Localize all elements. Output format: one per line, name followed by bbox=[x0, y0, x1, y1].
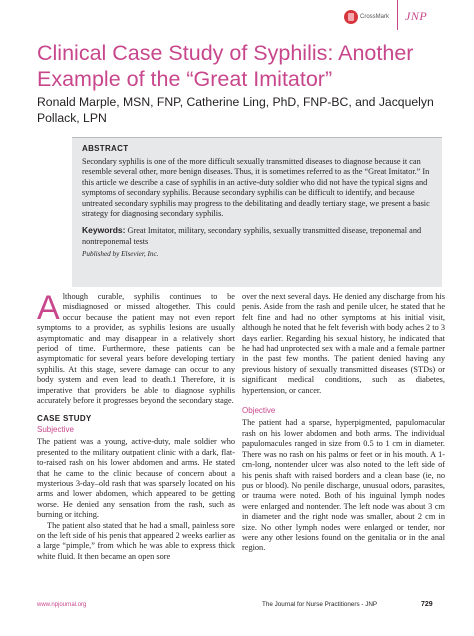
objective-paragraph: The patient had a sparse, hyperpigmented, papulomacular rash on his lower abdomen and both arms. The individual papulomacules ranged in size from 0.5 to 1 cm in diameter. There was no rash on his palms or feet or in his mouth. A 1-cm-long, nontender ulcer was also noted to the left side of his penis shaft with raised borders and a clean base (ie, no pus or blood). No penile discharge, unusual odors, parasites, or trauma were noted. Both of his inguinal lymph nodes were enlarged and nontender. The left node was about 3 cm in diameter and the right node was smaller, about 2 cm in size. No other lymph nodes were enlarged or tender, nor were any other lesions found on the genitalia or in the anal region. bbox=[242, 418, 445, 553]
body-column-left bbox=[37, 289, 235, 562]
abstract-box bbox=[72, 137, 442, 287]
subjective-paragraph-2: The patient also stated that he had a small, painless sore on the left side of his penis that appeared 2 weeks earlier as a large “pimple,” from which he was able to express thick white fluid. It then became an open sore bbox=[37, 520, 235, 561]
intro-paragraph bbox=[37, 289, 235, 406]
objective-heading: Objective bbox=[242, 406, 276, 416]
footer-url[interactable]: www.npjournal.org bbox=[37, 602, 87, 608]
body-column-right bbox=[242, 292, 445, 554]
journal-abbreviation: JNP bbox=[405, 9, 428, 23]
crossmark-badge[interactable] bbox=[344, 10, 389, 24]
page-number: 729 bbox=[421, 601, 433, 608]
keywords-label: Keywords: bbox=[82, 225, 126, 236]
header-bar bbox=[0, 0, 474, 30]
crossmark-label: CrossMark bbox=[360, 14, 390, 20]
keywords bbox=[82, 225, 432, 247]
subjective-paragraph-1: The patient was a young, active-duty, male soldier who presented to the military outpatient clinic with a dark, flat-to-raised rash on his lower abdomen and arms. He stated that he came to the clinic because of concern about a mysterious 3-day–old rash that was sparsely located on his arms and lower abdomen, which appeared to be getting worse. He denied any sensation from the rash, such as burning or itching. bbox=[37, 437, 235, 520]
history-paragraph: over the next several days. He denied any discharge from his penis. Aside from the rash and penile ulcer, he stated that he felt fine and had no other symptoms at his initial visit, although he noted that he felt feverish with body aches 2 to 3 days earlier. Regarding his sexual history, he indicated that he had had unprotected sex with a male and a female partner in the past few months. The patient denied having any previous history of sexually transmitted diseases (STDs) or significant medical conditions, such as diabetes, hypertension, or cancer. bbox=[242, 292, 445, 395]
article-authors: Ronald Marple, MSN, FNP, Catherine Ling, PhD, FNP-BC, and Jacquelyn Pollack, LPN bbox=[37, 95, 434, 125]
publisher-note: Published by Elsevier, Inc. bbox=[82, 250, 159, 259]
footer-journal-name: The Journal for Nurse Practitioners - JNP bbox=[262, 601, 378, 608]
keywords-text: Great Imitator, military, secondary syphilis, sexually transmitted disease, treponemal and nontreponemal tests bbox=[82, 226, 422, 246]
abstract-text: Secondary syphilis is one of the more difficult sexually transmitted diseases to diagnose because it can resemble several other, more benign diseases. Thus, it is sometimes referred to as the “Great Imitator.” In this article we describe a case of syphilis in an active-duty soldier who did not have the typical signs and symptoms of secondary syphilis. Because secondary syphilis can be difficult to identify, and because untreated secondary syphilis may progress to the debilitating and deadly tertiary stage, we present a basic strategy for diagnosing secondary syphilis. bbox=[82, 157, 430, 219]
intro-text: lthough curable, syphilis continues to be misdiagnosed or missed altogether. This could occur because the patient may not even report symptoms to a provider, as syphilis lesions are usually asymptomatic and may disappear in a relatively short period of time. Furthermore, these patients can be asymptomatic for several years before developing tertiary syphilis. At this stage, severe damage can occur to any body system and even lead to death.1 Therefore, it is imperative that providers be able to diagnose syphilis accurately before it progresses beyond the secondary stage. bbox=[37, 292, 235, 406]
crossmark-icon bbox=[344, 10, 358, 24]
article-title: Clinical Case Study of Syphilis: Another Example of the “Great Imitator” bbox=[37, 41, 414, 91]
drop-cap: A bbox=[37, 289, 60, 327]
header-divider bbox=[397, 0, 398, 30]
abstract-heading: ABSTRACT bbox=[82, 144, 129, 153]
case-study-heading: CASE STUDY bbox=[37, 414, 92, 424]
subjective-heading: Subjective bbox=[37, 424, 74, 434]
page-footer bbox=[0, 598, 474, 618]
